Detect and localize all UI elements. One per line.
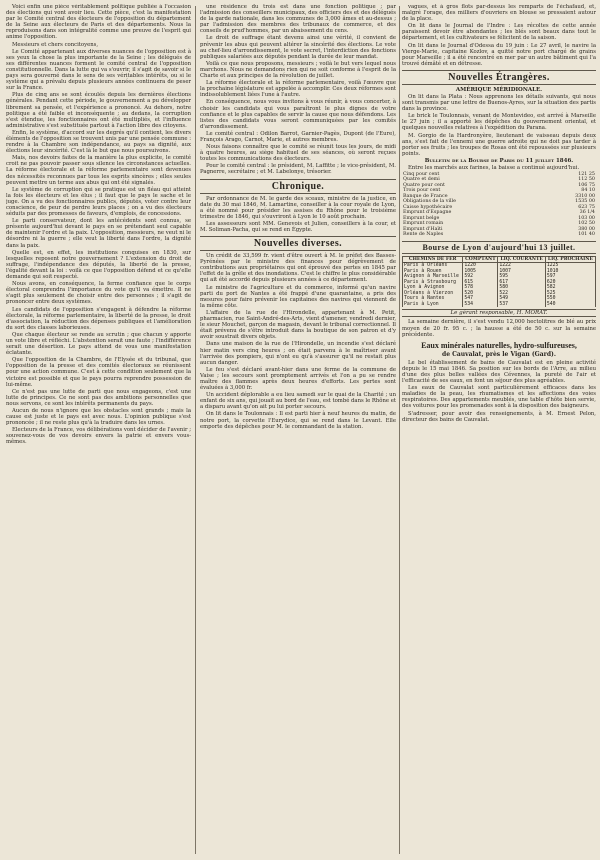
price-value: 1535 00 [575,199,595,205]
bourse-cell: 1010 [545,269,595,275]
bourse-row [403,302,596,308]
price-label: Emprunt d'Espagne [403,210,452,216]
price-value: 380 00 [578,226,595,232]
article-paragraph: Les assesseurs sont MM. Genevois et Julien, conseillers à la cour, et M. Soliman-Pacha, qui se rend en Égypte. [200,220,396,233]
bourse-cell: 617 [498,280,545,286]
price-label: Emprunt d'Haïti [403,226,443,232]
bourse-cell: 550 [545,296,595,302]
subheading-amerique: AMÉRIQUE MÉRIDIONALE. [455,86,543,93]
article-paragraph: Mais, nos devoirs faites de la manière la plus explicite, le comité croit ne pas pouvoir passer sous silence les circonstances actuelles. La réforme électorale et la réforme parlementaire sont devenues des nécessités reconnues par tous les esprits sincères ; elles seules peuvent mettre un terme aux abus qui ont été signalés. [6,155,191,186]
price-label: Emprunt belge [403,215,440,221]
article-paragraph: Par ordonnance de M. le garde des sceaux, ministre de la justice, en date du 30 mai 1846, M. Lamartine, conseiller à la cour royale de Lyon, a été nommé pour présider les assises du Rhône pour le troisième trimestre de 1846, qui s'ouvriront à Lyon le 10 août prochain. [200,195,396,220]
article-paragraph: La semaine dernière, il s'est vendu 12,000 hectolitres de blé au prix moyen de 20 fr. 95 c. ; la hausse a été de 50 c. sur la semaine précédente. [402,319,596,338]
salutation: Messieurs et chers concitoyens, [12,41,99,48]
bourse-cell: Paris à Lyon [403,302,463,308]
article-paragraph: On lit dans le Journal d'Odessa du 19 juin : Le 27 avril, le navire la Vierge-Marie, capitaine Kozlov, a quitté notre port chargé de grains pour Marseille ; il a été rencontré en mer par un autre bâtiment qui l'a trouvé démâté et en détresse. [402,42,596,67]
bourse-cell: 597 [545,274,595,280]
article-paragraph: Plus de cinq ans se sont écoulés depuis les dernières élections générales. Pendant cette période, le gouvernement a pu développer librement sa pensée, et l'expérience a prononcé. Au dehors, notre politique a été faible et inconséquente ; au dedans, la corruption s'est étendue, les fonctionnaires ont été multipliés, et l'influence administrative s'est substituée partout à l'action libre des citoyens. [6,92,191,129]
price-value: 3310 00 [575,193,595,199]
price-value: 102 50 [578,221,595,227]
price-label: Quatre pour cent [403,182,445,188]
column-right [402,4,596,856]
price-label: Obligations de la ville [403,199,456,205]
article-paragraph: Le Comité appartenant aux diverses nuances de l'opposition est à ses yeux la chose la plus importante de la Seine ; les délégués de ses différentes nuances forment le comité central de l'opposition constitutionnelle. Dans la lutte qui va s'ouvrir, il s'agit de savoir si le pays sera gouverné dans le sens de ses véritables intérêts, ou si le système qui a prévalu depuis plusieurs années continuera de peser sur la France. [6,48,191,92]
bourse-cell: 525 [545,291,595,297]
bourse-table [402,256,596,308]
bourse-cell: 549 [498,296,545,302]
bourse-cell: 540 [545,302,595,308]
article-paragraph: On lit dans la Plata : Nous apprenons les détails suivants, qui nous sont transmis par une lettre de Buenos-Ayres, sur la situation des partis dans la province. [402,93,596,113]
article-paragraph: Que l'opposition de la Chambre, de l'Elysée et du tribunal, que l'opposition de la presse et des comités électoraux se réunissent pour une action commune. C'est à cette condition seulement que la victoire est possible et que le pays pourra reprendre possession de lui-même. [6,357,191,388]
advertisement-paragraph: S'adresser, pour avoir des renseignements, à M. Ernest Pelon, directeur des bains de Cauvalat. [402,410,596,423]
price-value: 121 25 [578,171,595,177]
article-paragraph: L'affaire de la rue de l'Hirondelle, appartenant à M. Petit, pharmacien, rue Saint-André-des-Arts, vient d'amener, vendredi dernier, le sieur Mouchet, garçon de magasin, devant le tribunal correctionnel. Il était prévenu de s'être introduit dans la boutique de son patron et d'y avoir soustrait divers objets. [200,309,396,341]
article-paragraph: Entre les marchés aux farines, la baisse a continué aujourd'hui. [408,164,580,171]
article-paragraph: Nous avons, en conséquence, la ferme confiance que le corps électoral comprendra l'importance du vote qu'il va émettre. Il ne s'agit plus seulement de choisir entre des personnes ; il s'agit de prononcer entre deux systèmes. [6,281,191,306]
article-paragraph: Un crédit de 33,599 fr. vient d'être ouvert à M. le préfet des Basses-Pyrénées par le ministre des finances pour dégrèvement de contributions aux propriétaires qui ont éprouvé des pertes en 1845 par l'effet de la grêle et des inondations. C'est le chiffre le plus considérable qui ait été accordé depuis plusieurs années à ce département. [200,253,396,284]
article-paragraph: Le brick le Toulonnais, venant de Montevideo, est arrivé à Marseille le 27 juin ; il a apporté les dépêches du gouvernement oriental, et quelques nouvelles relatives à l'expédition du Parana. [402,113,596,132]
price-value: 101 40 [578,232,595,238]
bourse-header-cell: LIQ. PROCHAINE [545,256,595,263]
article-paragraph: une résidence du trois est dans une fonction politique ; par l'admission des conseillers municipaux, des officiers des et des délégués de la garde nationale, dans les communes de 3,000 âmes et au-dessus ; par l'admission des membres des tribunaux de commerce, et des conseils de prud'hommes, par un abaissement du cens. [200,4,396,35]
column-middle [200,4,396,856]
price-label: Quatre et demi [403,177,440,183]
article-paragraph: Les candidats de l'opposition s'engagent à défendre la réforme électorale, la réforme parlementaire, la liberté de la presse, le droit d'association, la réduction des dépenses publiques et l'amélioration du sort des classes laborieuses. [6,306,191,331]
price-label: Banque de France [403,193,448,199]
price-value: 112 50 [578,177,595,183]
section-heading-bourse-lyon: Bourse de Lyon d'aujourd'hui 13 juillet. [402,241,596,254]
article-paragraph: Voici enfin une pièce véritablement politique publiée à l'occasion des élections qui vont avoir lieu. Cette pièce, c'est la manifestation par le Comité central des électeurs de l'opposition du département de la Seine aux électeurs de Paris et des départements. Nous la reproduisons dans son intégralité comme une preuve de l'esprit qui anime l'opposition. [6,4,191,41]
article-paragraph: En conséquence, nous vous invitons à vous réunir, à vous concerter, à choisir les candidats qui vous paraîtront le plus dignes de votre confiance et le plus capables de servir la cause que nous défendons. Les listes des candidats vous seront communiquées par les comités d'arrondissement. [200,99,396,130]
article-paragraph: Le feu s'est déclaré avant-hier dans une ferme de la commune de Vaise ; les secours sont promptement arrivés et l'on a pu se rendre maître des flammes après deux heures d'efforts. Les pertes sont évaluées à 3,000 fr. [200,366,396,392]
advertisement-paragraph: Les eaux de Cauvalat sont particulièrement efficaces dans les maladies de la peau, les rhumatismes et les affections des voies respiratoires. Des appartements meublés, une table d'hôte bien servie, des voitures pour les promenades sont à la disposition des baigneurs. [402,385,596,410]
advertisement-subtitle: de Cauvalat, près le Vigan (Gard). [442,350,556,358]
column-left [6,4,191,856]
article-paragraph: Quelle est, en effet, les institutions conquises en 1830, sur lesquelles reposent notre gouvernement ? L'extension du droit de suffrage, l'indépendance des députés, la liberté de la presse, l'égalité devant la loi : voilà ce que l'opposition défend et ce qu'elle demande qui soit respecté. [6,249,191,281]
bourse-cell: Avignon à Marseille [403,274,463,280]
price-value: 106 75 [578,182,595,188]
bourse-cell: 1220 [463,263,498,269]
price-value: 36 1/4 [579,210,595,216]
article-paragraph: Aucun de nous n'ignore que les obstacles sont grands ; mais la cause est juste et le pays est avec nous. L'opinion publique s'est prononcée ; il ne reste plus qu'à la traduire dans les urnes. [6,408,191,427]
article-paragraph: M. Gorgio de la Hardronyère, lieutenant de vaisseau depuis deux ans, s'est fait de l'ennemi une guerre adroite qui ne doit pas tarder à porter ses fruits ; les troupes de Rosas ont été repoussées sur plusieurs points. [402,132,596,157]
article-paragraph: Le système de corruption qui se pratique est un fléau qui atteint la fois les électeurs et les élus ; il faut que le pays le sache et le juge. On a vu des fonctionnaires publics, députés, voter contre leur conscience, de peur de perdre leurs places ; on a vu des électeurs séduits par des promesses de faveurs, d'emplois, de concessions. [6,186,191,218]
gerant-line: Le gérant responsable, H. MORAT. [402,309,596,317]
bourse-cell: 1007 [498,269,545,275]
column-rule [195,6,196,854]
article-paragraph: vagues, et à gros flots par-dessus les remparts de l'échafaud, et, malgré l'orage, des milliers d'ouvriers en blouse se pressaient autour de la place. [402,4,596,23]
price-label: Caisse hypothécaire [403,204,453,210]
article-paragraph: Le droit de suffrage étant devenu ainsi une vérité, il convient de prévenir les abus qui peuvent altérer la sincérité des élections. Le vote au chef-lieu d'arrondissement, le vote secret, l'interdiction des fonctions publiques salariées aux députés pendant la durée de leur mandat. [200,35,396,60]
article-paragraph: Voilà ce que nous proposons, messieurs ; voilà le but vers lequel nous marchons. Nous ne demandons rien qui ne soit conforme à l'esprit de la Charte et aux principes de la révolution de juillet. [200,60,396,80]
article-paragraph: On lit dans le Journal de l'Indre : Les récoltes de cette année paraissent devoir être abondantes ; les blés sont beaux dans tout le département, et les cultivateurs se félicitent de la saison. [402,23,596,42]
advertisement-title: Eaux minérales naturelles, hydro-sulfureuses, [421,340,577,350]
bourse-cell: 547 [463,296,498,302]
bourse-cell: Paris à Strasbourg [403,280,463,286]
price-label: Emprunt romain [403,221,444,227]
bourse-cell: Orléans à Vierzon [403,291,463,297]
bourse-cell: 595 [498,274,545,280]
bourse-header-cell: COMPTANT [463,256,498,263]
bourse-cell: 580 [498,285,545,291]
bourse-cell: 620 [545,280,595,286]
price-value: 103 00 [578,215,595,221]
advertisement-paragraph: Le bel établissement de bains de Cauvalat est en pleine activité depuis le 15 mai 1846. Sa position sur les bords de l'Arre, au milieu d'une des plus belles vallées des Cévennes, la pureté de l'air et l'efficacité de ses eaux, en font un séjour des plus agréables. [402,359,596,385]
bourse-cell: 582 [545,285,595,291]
bourse-cell: 578 [463,285,498,291]
section-heading-nouvelles: Nouvelles diverses. [200,236,396,251]
article-paragraph: Nous faisons connaître que le comité se réunit tous les jours, de midi à quatre heures, au siège habituel de ses séances, où seront reçues toutes les communications des électeurs. [200,144,396,163]
price-value: 623 75 [578,204,595,210]
bourse-cell: Tours à Nantes [403,296,463,302]
bourse-header-cell: LIQ. COURANTE [498,256,545,263]
article-paragraph: Que chaque électeur se rende au scrutin ; que chacun y apporte un vote libre et réfléchi. L'abstention serait une faute ; l'indifférence serait une désertion. Le pays attend de vous une manifestation éclatante. [6,331,191,357]
article-paragraph: La réforme électorale et la réforme parlementaire, voilà l'œuvre que la prochaine législature est appelée à accomplir. Ces deux réformes sont indissolublement liées l'une à l'autre. [200,80,396,99]
bourse-cell: 537 [498,302,545,308]
article-paragraph: Pour le comité central : le président, M. Laffitte ; le vice-président, M. Pagnerre, secrétaire ; et M. Labelonye, trésorier. [200,163,396,176]
column-rule [399,6,400,854]
bourse-header-cell: CHEMINS DE FER [403,256,463,263]
signatories: Le comité central : Odilon Barrot, Garnier-Pagès, Dupont (de l'Eure), François Arago, Carnot, Marie, et autres membres. [200,130,396,143]
price-value: 84 10 [581,188,595,194]
section-heading-etrangeres: Nouvelles Étrangères. [402,70,596,85]
price-row [402,232,596,238]
price-label: Cinq pour cent [403,171,440,177]
bourse-cell: 592 [463,274,498,280]
bourse-cell: 1222 [498,263,545,269]
article-paragraph: Dans une maison de la rue de l'Hirondelle, un incendie s'est déclaré hier matin vers cinq heures ; on était parvenu à le maîtriser avant l'arrivée des pompiers, qui n'ont eu qu'à s'assurer qu'il ne restait plus aucun danger. [200,341,396,366]
article-paragraph: Electeurs de la France, vos délibérations vont décider de l'avenir ; souvenez-vous de vos devoirs envers la patrie et envers vous-mêmes. [6,427,191,446]
bourse-cell: 1225 [545,263,595,269]
bourse-cell: 522 [498,291,545,297]
price-list-table [402,172,596,238]
bourse-cell: 1005 [463,269,498,275]
bourse-cell: 534 [463,302,498,308]
section-heading-chronique: Chronique. [200,179,396,194]
bourse-cell: Paris à Orléans [403,263,463,269]
bourse-cell: Paris à Rouen [403,269,463,275]
article-paragraph: Le ministre de l'agriculture et du commerce, informé qu'un navire parti du port de Nantes a été frappé d'une quarantaine, a pris des mesures pour faire prévenir les capitaines des navires qui viennent de la même côte. [200,284,396,309]
article-paragraph: On lit dans le Toulonnais : Il est parti hier à neuf heures du matin, de notre port, la corvette l'Eurydice, qui se rend dans le Levant. Elle emporte des dépêches pour M. le commandant de la station. [200,411,396,430]
article-paragraph: Le parti conservateur, dont les antécédents sont connus, se présente aujourd'hui devant le pays en se prétendant seul capable de maintenir l'ordre et la paix. L'opposition, messieurs, ne veut ni le désordre ni la guerre ; elle veut la liberté dans l'ordre, la dignité dans la paix. [6,218,191,249]
bourse-cell: 520 [463,291,498,297]
price-label: Trois pour cent [403,188,441,194]
subheading-bourse-paris: Bulletin de la Bourse de Paris du 11 juillet 1846. [424,157,574,164]
article-paragraph: Enfin, le système, d'accord sur les degrés qu'il contient, les divers éléments de l'opposition se trouvent unis par une pensée commune : rendre à la Chambre son indépendance, au pays sa dignité, aux élections leur sincérité. C'est là le but que nous poursuivons. [6,129,191,155]
article-paragraph: Ce n'est pas une lutte de parti que nous engageons, c'est une lutte de principes. Ce ne sont pas des ambitions personnelles que nous servons, ce sont les intérêts permanents du pays. [6,388,191,407]
bourse-cell: Lyon à Avignon [403,285,463,291]
price-label: Rente de Naples [403,232,444,238]
article-paragraph: Un accident déplorable a eu lieu samedi sur le quai de la Charité ; un enfant de six ans, qui jouait au bord de l'eau, est tombé dans le Rhône et a disparu avant qu'on ait pu lui porter secours. [200,392,396,411]
bourse-cell: 615 [463,280,498,286]
